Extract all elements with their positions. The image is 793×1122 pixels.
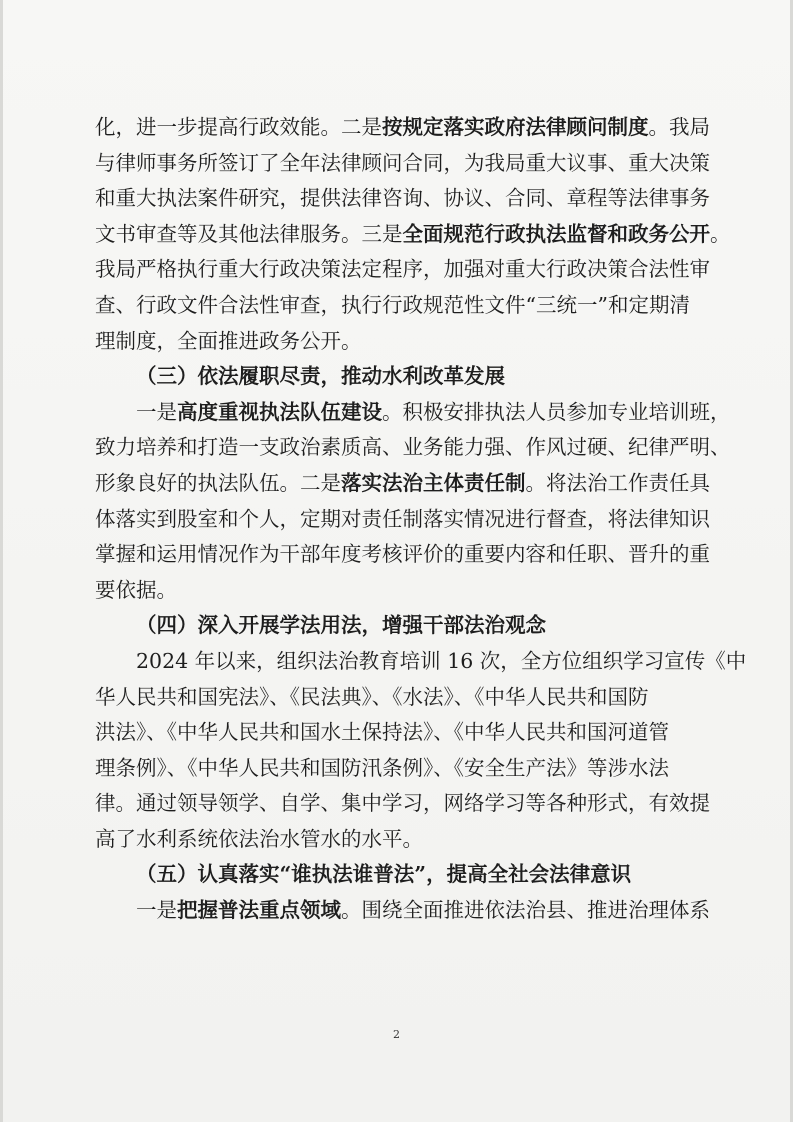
text-line: [95, 502, 710, 538]
bold-phrase: （五）认真落实“谁执法谁普法”，提高全社会法律意识: [136, 862, 632, 887]
bold-phrase: （三）依法履职尽责，推动水利改革发展: [136, 364, 505, 389]
text-line: [95, 217, 731, 253]
text-run: 化，进一步提高行政效能。二是: [95, 115, 382, 139]
bold-phrase: 高度重视执法队伍建设: [177, 399, 382, 424]
text-line: [95, 822, 695, 858]
text-run: 高了水利系统依法治水管水的水平。: [95, 826, 423, 851]
bold-phrase: 把握普法重点领域: [177, 898, 341, 923]
text-line: [95, 893, 710, 929]
text-run: 。积极安排执法人员参加专业培训班，: [382, 399, 731, 424]
text-run: 洪法》、《中华人民共和国水土保持法》、《中华人民共和国河道管: [95, 720, 669, 745]
bold-phrase: 按规定落实政府法律顾问制度: [382, 115, 649, 139]
text-line: [95, 324, 695, 360]
text-line: [95, 146, 710, 182]
text-run: 体落实到股室和个人，定期对责任制落实情况进行督查，将法律知识: [95, 506, 710, 531]
text-line: [95, 715, 695, 751]
text-line: [95, 181, 710, 217]
text-run: 致力培养和打造一支政治素质高、业务能力强、作风过硬、纪律严明、: [95, 435, 731, 460]
text-line: [95, 110, 710, 146]
text-run: 文书审查等及其他法律服务。三是: [95, 221, 403, 246]
text-run: 。我局: [648, 115, 710, 139]
text-line: [95, 573, 695, 609]
text-run: 查、行政文件合法性审查，执行行政规范性文件“三统一”和定期清: [95, 292, 690, 317]
text-run: 形象良好的执法队伍。二是: [95, 470, 341, 495]
text-run: 理制度，全面推进政务公开。: [95, 328, 362, 353]
document-body: [95, 110, 747, 929]
section-heading: [95, 608, 695, 644]
section-heading: [95, 359, 695, 395]
text-run: 。将法治工作责任具: [525, 470, 710, 495]
text-run: 。围绕全面推进依法治县、推进治理体系: [341, 898, 710, 923]
text-line: [95, 680, 695, 716]
text-run: 一是: [136, 399, 177, 424]
text-line: [95, 751, 695, 787]
text-run: 理条例》、《中华人民共和国防汛条例》、《安全生产法》等涉水法: [95, 755, 669, 780]
text-line: [95, 430, 731, 466]
text-line: [95, 644, 747, 680]
text-line: [95, 395, 731, 431]
text-line: [95, 288, 695, 324]
bold-phrase: （四）深入开展学法用法，增强干部法治观念: [136, 613, 546, 638]
text-run: 我局严格执行重大行政决策法定程序，加强对重大行政决策合法性审: [95, 257, 710, 282]
scan-edge-left: [0, 0, 3, 1122]
text-run: 与律师事务所签订了全年法律顾问合同，为我局重大议事、重大决策: [95, 150, 710, 175]
text-run: 华人民共和国宪法》、《民法典》、《水法》、《中华人民共和国防: [95, 684, 649, 709]
text-run: 。: [710, 221, 731, 246]
text-line: [95, 252, 710, 288]
text-line: [95, 466, 710, 502]
text-run: 一是: [136, 898, 177, 923]
text-line: [95, 537, 710, 573]
bold-phrase: 全面规范行政执法监督和政务公开: [402, 221, 710, 246]
text-run: 2024 年以来，组织法治教育培训 16 次，全方位组织学习宣传《中: [136, 648, 747, 673]
text-run: 和重大执法案件研究，提供法律咨询、协议、合同、章程等法律事务: [95, 186, 710, 211]
text-run: 律。通过领导领学、自学、集中学习，网络学习等各种形式，有效提: [95, 791, 710, 816]
text-run: 掌握和运用情况作为干部年度考核评价的重要内容和任职、晋升的重: [95, 542, 710, 567]
section-heading: [95, 857, 695, 893]
text-line: [95, 786, 710, 822]
bold-phrase: 落实法治主体责任制: [341, 470, 526, 495]
text-run: 要依据。: [95, 577, 177, 602]
page-number: 2: [393, 1028, 400, 1041]
